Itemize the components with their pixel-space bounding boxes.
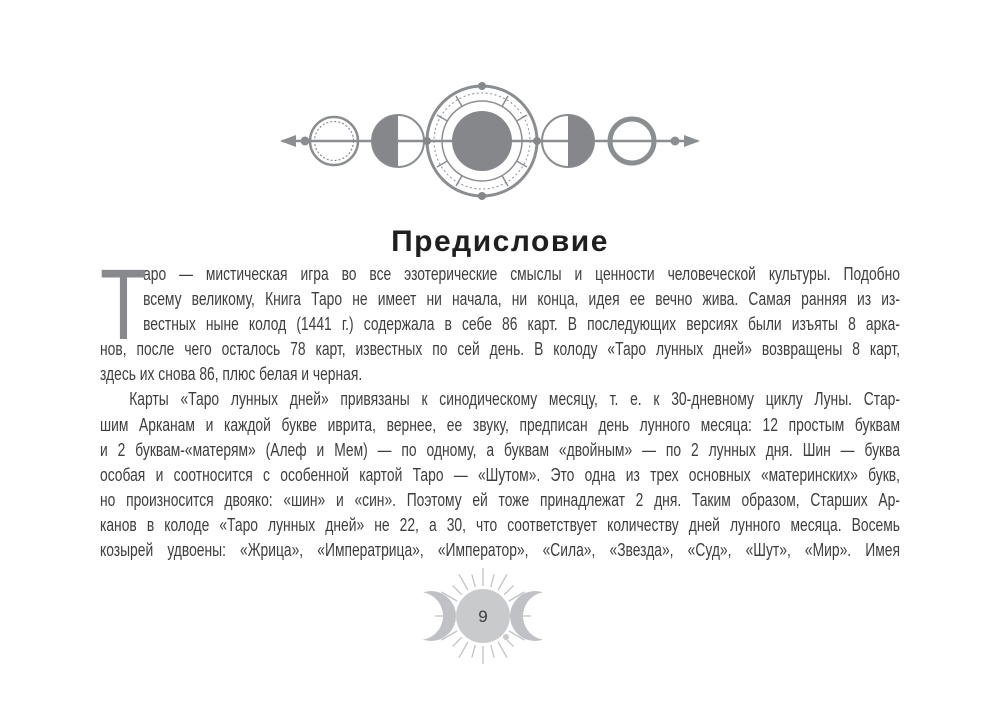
waxing-crescent-icon [406, 591, 456, 641]
text-line: аро — мистическая игра во все эзотерические смыслы и ценности человеческой культуры. Подобно [143, 264, 900, 284]
text-line: но произносится двояко: «шин» и «син». Поэтому ей тоже принадлежат 2 дня. Таким образом, Старших Ар- [100, 489, 900, 510]
last-quarter-dark-half [568, 115, 594, 167]
text-line: всему великому, Книга Таро не имеет ни начала, ни конца, идея ее вечно жива. Самая ранняя из из- [143, 289, 900, 310]
text-line: особая и соотносится с особенной картой Таро — «Шутом». Это одна из трех основных «материнских» букв, [100, 464, 900, 485]
first-quarter-dark-half [372, 115, 398, 167]
text-line: и 2 буквам-«матерям» (Алеф и Мем) — по одному, а буквам «двойным» — по 2 лунных дня. Шин — буква [100, 439, 900, 460]
text-line: шим Арканам и каждой букве иврита, вернее, ее звуку, предписан день лунного месяца: 12 простым буквам [100, 414, 900, 435]
triple-moon-ornament [403, 546, 563, 686]
text-line: Карты «Таро лунных дней» привязаны к синодическому месяцу, т. е. к 30-дневному циклу Луны. Стар- [129, 389, 900, 410]
page-number: 9 [478, 607, 488, 626]
text-line: нов, после чего осталось 78 карт, известных по сей день. В колоду «Таро лунных дней» возвращены 8 карт, [100, 339, 900, 360]
drop-cap: Т [100, 249, 147, 361]
full-moon-disc [452, 111, 512, 171]
right-arrow-icon [671, 135, 701, 147]
text-line: вестных ныне колод (1441 г.) содержала в себе 86 карт. В последующих версиях были изъяты 8 арка- [143, 314, 900, 335]
moon-phases-divider [278, 82, 702, 206]
text-line: козырей удвоены: «Жрица», «Императрица», «Император», «Сила», «Звезда», «Суд», «Шут», «Мир». Имея [100, 540, 900, 561]
body-text [100, 249, 900, 563]
text-line: здесь их снова 86, плюс белая и черная. [100, 364, 363, 385]
waning-crescent-icon [510, 591, 560, 641]
left-arrow-icon [280, 135, 310, 147]
page-title: Предисловие [391, 225, 609, 259]
text-line: канов в колоде «Таро лунных дней» не 22, а 30, что соответствует количеству дней лунного месяца. Восемь [100, 514, 900, 535]
